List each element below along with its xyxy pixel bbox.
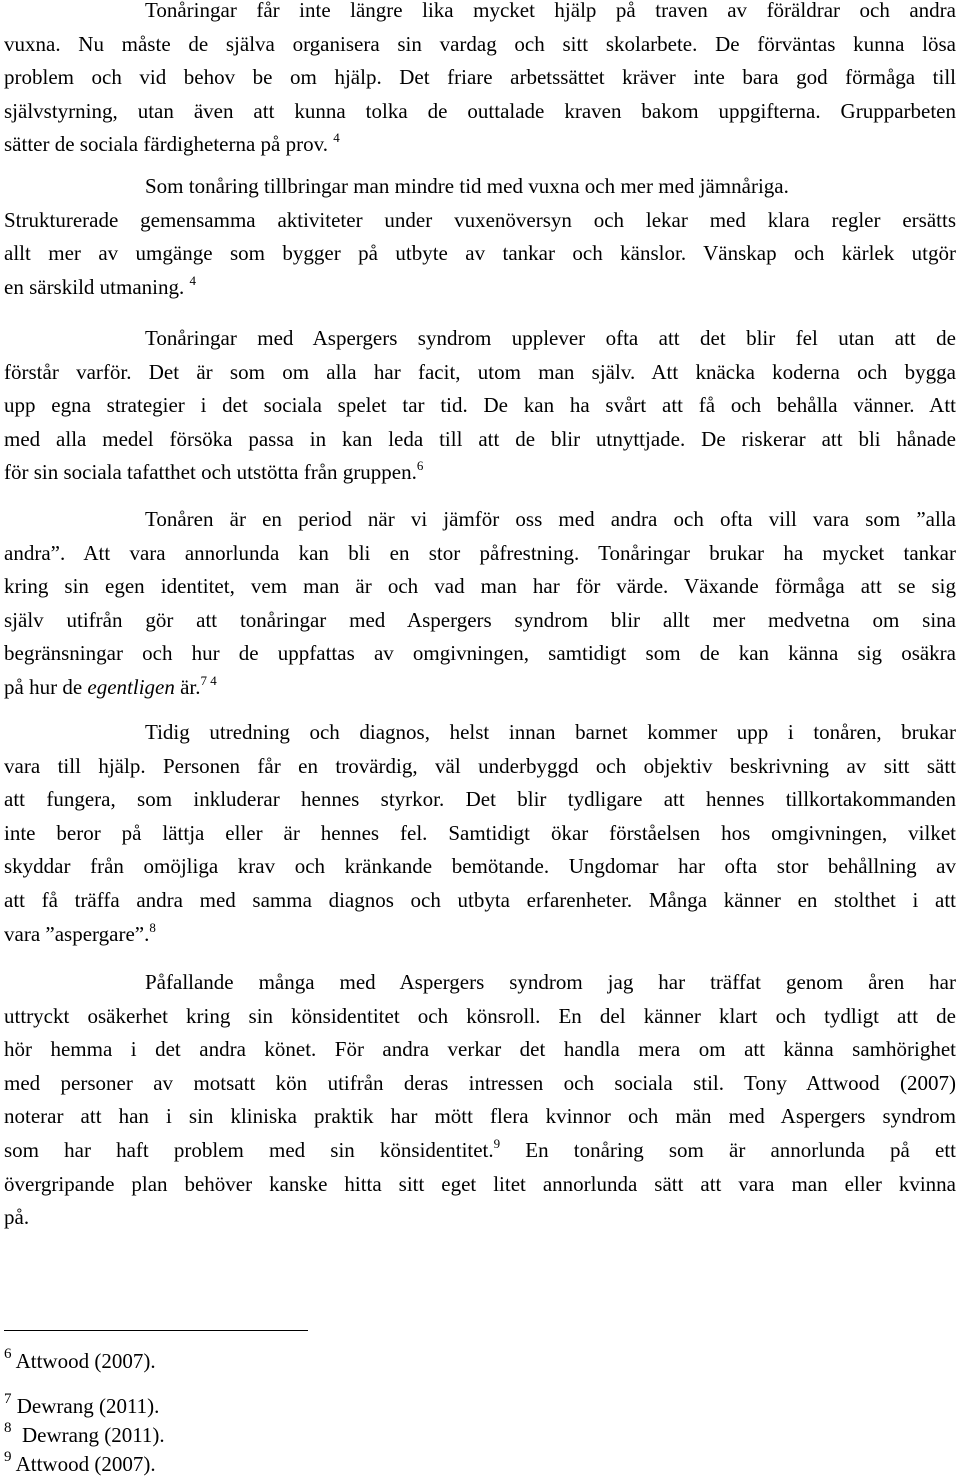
text-line: Tonåren är en period när vi jämför oss med andra och ofta vill vara som ”alla xyxy=(145,507,956,531)
footnote-number: 8 xyxy=(4,1420,12,1436)
text-line: skyddar från omöjliga krav och kränkande bemötande. Ungdomar har ofta stor behållning av xyxy=(4,854,956,879)
text-line: upp egna strategier i det sociala spelet tar tid. De kan ha svårt att få och behålla vänner. Att xyxy=(4,393,956,418)
text-line-content: sätter de sociala färdigheterna på prov. xyxy=(4,132,328,157)
footnote-number: 6 xyxy=(4,1346,12,1362)
text-line: inte beror på lättja eller är hennes fel. Samtidigt ökar förståelsen hos omgivningen, vilket xyxy=(4,820,956,845)
text-line: Tidig utredning och diagnos, helst innan barnet kommer upp i tonåren, brukar xyxy=(145,720,956,744)
text-line: Strukturerade gemensamma aktiviteter under vuxenöversyn och lekar med klara regler ersätts xyxy=(4,207,956,232)
text-line: att fungera, som inkluderar hennes styrkor. Det blir tydligare att hennes tillkortakommanden xyxy=(4,787,956,812)
footnote-number: 7 xyxy=(4,1391,12,1407)
citation-ref: 8 xyxy=(149,919,156,935)
paragraph-6 xyxy=(4,966,956,1235)
footnote xyxy=(4,1449,156,1479)
text-line: Tonåringar med Aspergers syndrom upplever ofta att det blir fel utan att de xyxy=(145,326,956,350)
text-line-content: En tonåring som är annorlunda på ett xyxy=(500,1137,956,1162)
text-line xyxy=(4,918,956,952)
text-line: hör hemma i det andra könet. För andra verkar det handla mera om att känna samhörighet xyxy=(4,1037,956,1062)
text-line: kring sin egen identitet, vem man är och vad man har för värde. Växande förmåga att se sig xyxy=(4,574,956,599)
citation-ref: 6 xyxy=(416,458,424,474)
emphasized-word: egentligen xyxy=(87,674,175,699)
text-line: noterar att han i sin kliniska praktik har mött flera kvinnor och män med Aspergers syndrom xyxy=(4,1104,956,1129)
text-line: vara till hjälp. Personen får en trovärdig, väl underbyggd och objektiv beskrivning av sitt sätt xyxy=(4,753,956,778)
text-line: övergripande plan behöver kanske hitta sitt eget litet annorlunda sätt att vara man eller kvinna xyxy=(4,1171,956,1196)
text-line xyxy=(4,1134,956,1168)
text-line: Påfallande många med Aspergers syndrom jag har träffat genom åren har xyxy=(145,970,956,994)
text-line: vuxna. Nu måste de själva organisera sin vardag och sitt skolarbete. De förväntas kunna lösa xyxy=(4,31,956,56)
paragraph-2 xyxy=(4,170,956,304)
citation-ref: 4 xyxy=(189,272,196,288)
text-line-content: för sin sociala tafatthet och utstötta från gruppen. xyxy=(4,460,417,485)
footnote xyxy=(4,1391,159,1421)
text-line xyxy=(4,271,956,305)
text-line: Tonåringar får inte längre lika mycket hjälp på traven av föräldrar och andra xyxy=(145,0,956,22)
text-line: andra”. Att vara annorlunda kan bli en stor påfrestning. Tonåringar brukar ha mycket tankar xyxy=(4,540,956,565)
text-line xyxy=(4,456,956,490)
footnote-text: Attwood (2007). xyxy=(15,1452,156,1476)
text-line: med alla medel försöka passa in kan leda till att de blir utnyttjade. De riskerar att bli hånade xyxy=(4,426,956,451)
text-line xyxy=(4,671,956,705)
footnote-number: 9 xyxy=(4,1449,12,1465)
text-line: allt mer av umgänge som bygger på utbyte av tankar och känslor. Vänskap och kärlek utgör xyxy=(4,241,956,266)
footnote xyxy=(4,1420,165,1450)
footnote-text: Attwood (2007). xyxy=(15,1349,156,1373)
paragraph-3 xyxy=(4,322,956,490)
text-line: att få träffa andra med samma diagnos och utbyta erfarenheter. Många känner en stolthet i att xyxy=(4,887,956,912)
text-line xyxy=(4,128,956,162)
text-line-content: är. xyxy=(174,674,201,699)
citation-ref: 9 xyxy=(493,1135,501,1151)
text-line: begränsningar och hur de uppfattas av omgivningen, samtidigt som de kan känna sig osäkra xyxy=(4,641,956,666)
text-line-content: en särskild utmaning. xyxy=(4,274,185,299)
text-line-content: som har haft problem med sin könsidentitet. xyxy=(4,1137,494,1162)
paragraph-1 xyxy=(4,0,956,162)
citation-ref: 4 xyxy=(333,130,340,146)
text-line: problem och vid behov be om hjälp. Det friare arbetssättet kräver inte bara god förmåga till xyxy=(4,65,956,90)
text-line: med personer av motsatt kön utifrån deras intressen och sociala stil. Tony Attwood (2007) xyxy=(4,1070,956,1095)
paragraph-5 xyxy=(4,716,956,951)
text-line-content: på hur de xyxy=(4,674,88,699)
footnote-text: Dewrang (2011). xyxy=(16,1394,160,1418)
footnote-separator xyxy=(4,1330,308,1331)
footnote xyxy=(4,1346,156,1376)
text-line: uttryckt osäkerhet kring sin könsidentitet och könsroll. En del känner klart och tydligt att de xyxy=(4,1003,956,1028)
paragraph-4 xyxy=(4,503,956,705)
text-line: självstyrning, utan även att kunna tolka de outtalade kraven bakom uppgifterna. Grupparbeten xyxy=(4,98,956,123)
citation-ref: 7 4 xyxy=(200,672,217,688)
text-line-content: vara ”aspergare”. xyxy=(4,921,150,946)
text-line: på. xyxy=(4,1205,30,1230)
text-line: Som tonåring tillbringar man mindre tid med vuxna och mer med jämnåriga. xyxy=(145,174,789,198)
text-line: själv utifrån gör att tonåringar med Aspergers syndrom blir allt mer medvetna om sina xyxy=(4,607,956,632)
footnote-text: Dewrang (2011). xyxy=(16,1423,165,1447)
text-line: förstår varför. Det är som om alla har facit, utom man själv. Att knäcka koderna och bygga xyxy=(4,359,956,384)
